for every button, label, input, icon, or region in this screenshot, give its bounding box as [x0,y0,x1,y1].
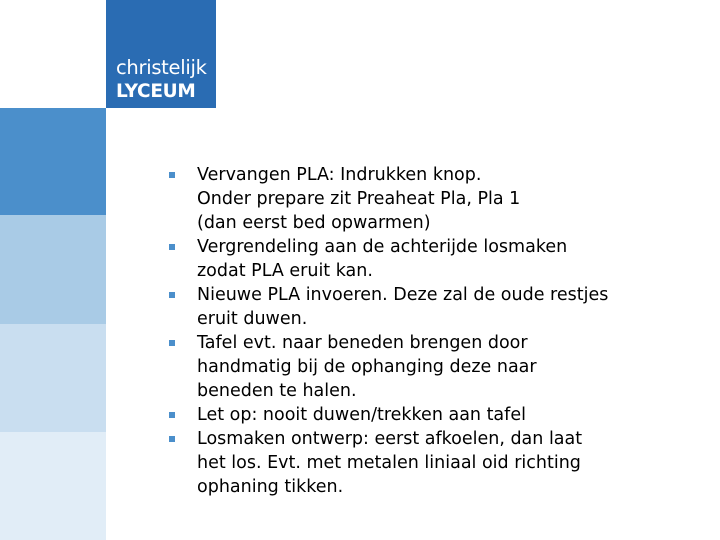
bullet-line: het los. Evt. met metalen liniaal oid richting [197,453,581,473]
side-stripe-palest-blue [0,432,106,540]
square-bullet-icon [169,340,175,346]
bullet-line: beneden te halen. [197,381,357,401]
bullet-item [168,427,708,499]
bullet-line: Nieuwe PLA invoeren. Deze zal de oude restjes [197,285,609,305]
school-logo [106,0,216,108]
side-stripe-light-blue [0,215,106,324]
bullet-line: Onder prepare zit Preaheat Pla, Pla 1 [197,189,521,209]
square-bullet-icon [169,436,175,442]
side-stripe-blue [0,108,106,215]
bullet-item [168,331,708,403]
bullet-line: handmatig bij de ophanging deze naar [197,357,537,377]
bullet-line: Losmaken ontwerp: eerst afkoelen, dan laat [197,429,583,449]
bullet-item [168,235,708,283]
square-bullet-icon [169,292,175,298]
bullet-item [168,403,708,427]
bullet-line: Let op: nooit duwen/trekken aan tafel [197,405,526,425]
square-bullet-icon [169,244,175,250]
bullet-list-intro [168,163,708,235]
bullet-list-steps [168,235,708,499]
bullet-line: Vervangen PLA: Indrukken knop. [197,165,482,185]
square-bullet-icon [169,412,175,418]
bullet-line: ophaning tikken. [197,477,344,497]
side-stripe-white [0,0,106,108]
bullet-line: zodat PLA eruit kan. [197,261,373,281]
logo-text-christelijk: christelijk [116,56,207,79]
bullet-item [168,283,708,331]
slide-content [168,163,708,499]
square-bullet-icon [169,172,175,178]
bullet-line: eruit duwen. [197,309,308,329]
bullet-line: Vergrendeling aan de achterijde losmaken [197,237,568,257]
bullet-item [168,163,708,235]
logo-text-lyceum: LYCEUM [116,81,196,102]
bullet-line: Tafel evt. naar beneden brengen door [197,333,528,353]
side-stripe-lighter-blue [0,324,106,432]
bullet-line: (dan eerst bed opwarmen) [197,213,431,233]
